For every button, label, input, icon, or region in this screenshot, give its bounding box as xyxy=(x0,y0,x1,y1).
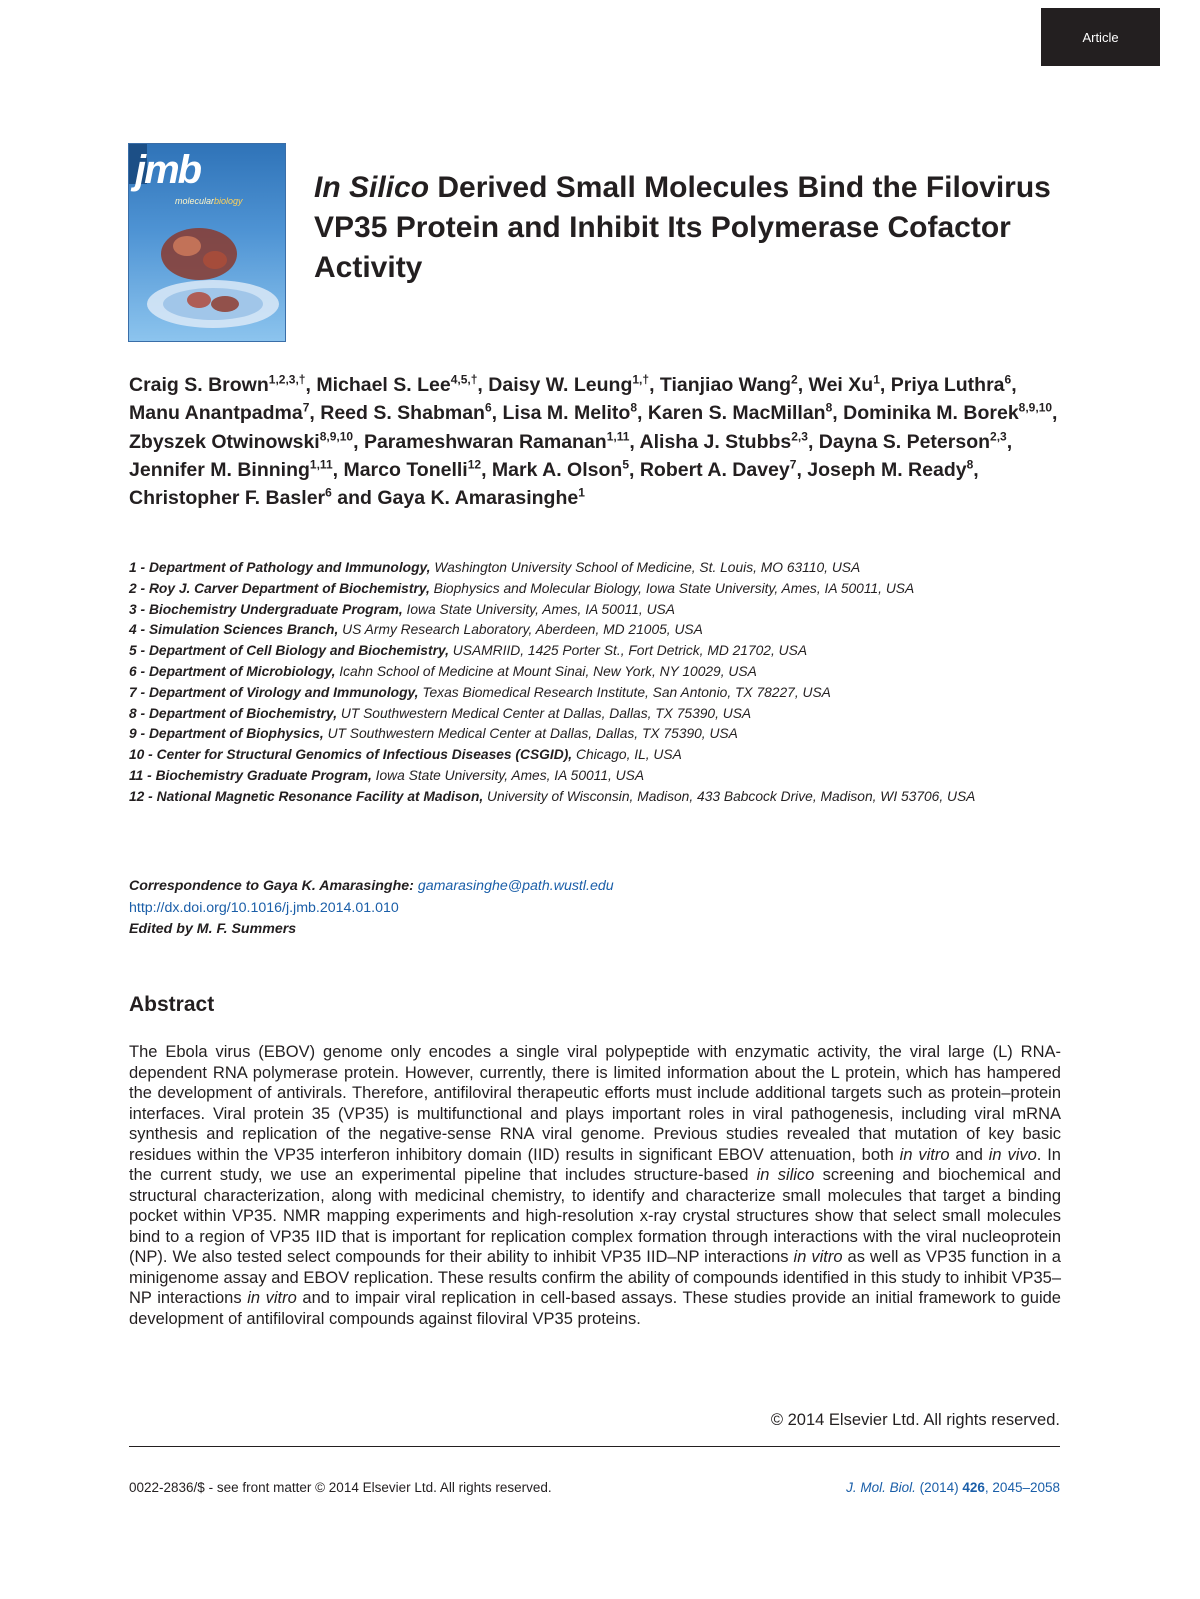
affiliation-list xyxy=(129,558,1069,808)
abstract-italic-term: in vitro xyxy=(793,1248,843,1266)
journal-cover-image xyxy=(128,143,286,342)
affiliation-number: 10 - xyxy=(129,747,157,763)
affiliation-item xyxy=(129,787,1069,808)
affiliation-number: 6 - xyxy=(129,663,149,679)
affiliation-number: 4 - xyxy=(129,622,149,638)
affiliation-department: Department of Cell Biology and Biochemistry, xyxy=(148,643,449,659)
edited-by: Edited by M. F. Summers xyxy=(129,921,297,937)
author-affiliation-marker: 12 xyxy=(467,457,482,472)
author-name: Christopher F. Basler xyxy=(129,487,326,510)
affiliation-department: Department of Microbiology, xyxy=(148,663,336,679)
abstract-text xyxy=(129,1042,1061,1329)
affiliation-address: USAMRIID, 1425 Porter St., Fort Detrick, MD 21702, USA xyxy=(448,643,808,659)
affiliation-number: 8 - xyxy=(129,705,149,721)
author-name: Reed S. Shabman xyxy=(320,402,485,425)
abstract-segment: and to impair viral replication in cell-based assays. These studies provide an initial framework to guide development of antifiloviral compounds against filoviral VP35 proteins. xyxy=(129,1289,1061,1328)
affiliation-department: Roy J. Carver Department of Biochemistry, xyxy=(148,580,430,596)
affiliation-department: Simulation Sciences Branch, xyxy=(148,622,339,638)
affiliation-address: UT Southwestern Medical Center at Dallas, Dallas, TX 75390, USA xyxy=(337,705,752,721)
author-list xyxy=(129,371,1069,512)
affiliation-department: Department of Biochemistry, xyxy=(148,705,338,721)
author-name: Tianjiao Wang xyxy=(659,374,791,396)
author-name: Daisy W. Leung xyxy=(488,374,633,396)
affiliation-department: National Magnetic Resonance Facility at Madison, xyxy=(156,788,484,804)
affiliation-address: UT Southwestern Medical Center at Dallas, Dallas, TX 75390, USA xyxy=(323,726,738,742)
abstract-segment: as well as VP35 function in a minigenome assay and EBOV replication. These results confirm the ability of compounds identified in this study to inhibit VP35–NP interactions xyxy=(129,1248,1061,1307)
author-affiliation-marker: 8 xyxy=(630,400,638,415)
affiliation-address: Chicago, IL, USA xyxy=(572,747,682,763)
author-name: Manu Anantpadma xyxy=(129,402,303,425)
abstract-segment: . In the current study, we use an experimental pipeline that includes structure-based xyxy=(129,1145,1061,1184)
author-separator: , xyxy=(309,402,321,425)
cover-logo: jmb xyxy=(135,148,201,192)
author-separator: , xyxy=(629,458,640,481)
affiliation-item xyxy=(129,641,1069,662)
abstract-segment: and xyxy=(949,1145,989,1164)
author-separator: and xyxy=(331,487,378,510)
affiliation-address: Washington University School of Medicine, St. Louis, MO 63110, USA xyxy=(430,560,861,575)
author-affiliation-marker: 5 xyxy=(622,457,629,472)
author-separator: , xyxy=(477,374,489,396)
abstract-segment: The Ebola virus (EBOV) genome only encodes a single viral polypeptide with enzymatic activity, the viral large (L) RNA-dependent RNA polymerase protein. However, currently, there is limited information about the L protein, which has hampered the development of antivirals. Therefore, antifiloviral therapeutic efforts must include additional targets such as protein–protein interfaces. Viral protein 35 (VP35) is multifunctional and plays important roles in viral pathogenesis, including viral mRNA synthesis and replication of the negative-sense RNA viral genome. Previous studies revealed that mutation of key basic residues within the VP35 interferon inhibitory domain (IID) results in significant EBOV attenuation, both xyxy=(129,1043,1061,1164)
footer-front-matter: 0022-2836/$ - see front matter © 2014 Elsevier Ltd. All rights reserved. xyxy=(129,1480,552,1495)
title-rest: Derived Small Molecules Bind the Filovirus VP35 Protein and Inhibit Its Polymerase Cofactor Activity xyxy=(314,171,1051,284)
affiliation-department: Biochemistry Undergraduate Program, xyxy=(148,601,403,617)
abstract-italic-term: in vivo xyxy=(988,1145,1037,1164)
article-type-badge: Article xyxy=(1041,8,1160,66)
author-name: Marco Tonelli xyxy=(343,458,468,481)
affiliation-item xyxy=(129,704,1069,725)
title-italic: In Silico xyxy=(314,171,430,204)
affiliation-item xyxy=(129,766,1069,787)
author-name: Gaya K. Amarasinghe xyxy=(377,487,579,510)
affiliation-number: 11 - xyxy=(129,767,156,783)
author-name: Dayna S. Peterson xyxy=(818,430,991,453)
affiliation-department: Center for Structural Genomics of Infectious Diseases (CSGID), xyxy=(156,747,573,763)
author-affiliation-marker: 8,9,10 xyxy=(319,429,354,444)
affiliation-address: Iowa State University, Ames, IA 50011, USA xyxy=(371,767,645,783)
author-separator: , xyxy=(481,458,492,481)
author-affiliation-marker: 7 xyxy=(302,400,310,415)
affiliation-number: 5 - xyxy=(129,643,149,659)
author-name: Mark A. Olson xyxy=(491,458,623,481)
author-name: Alisha J. Stubbs xyxy=(639,430,792,453)
author-affiliation-marker: 2 xyxy=(791,372,798,387)
author-affiliation-marker: 1 xyxy=(578,485,585,500)
author-name: Zbyszek Otwinowski xyxy=(129,430,320,453)
affiliation-address: Biophysics and Molecular Biology, Iowa State University, Ames, IA 50011, USA xyxy=(429,580,915,596)
author-separator: , xyxy=(629,430,640,453)
affiliation-number: 2 - xyxy=(129,580,149,596)
affiliation-item xyxy=(129,745,1069,766)
author-affiliation-marker: 8 xyxy=(966,457,974,472)
affiliation-address: US Army Research Laboratory, Aberdeen, MD 21005, USA xyxy=(338,622,703,638)
affiliation-number: 7 - xyxy=(129,684,149,700)
author-separator: , xyxy=(832,402,844,425)
author-separator: , xyxy=(1052,402,1058,425)
author-separator: , xyxy=(797,374,809,396)
abstract-italic-term: in vitro xyxy=(899,1145,950,1164)
affiliation-address: Iowa State University, Ames, IA 50011, USA xyxy=(402,601,675,617)
footer-pages: , 2045–2058 xyxy=(984,1480,1060,1495)
affiliation-item xyxy=(129,579,1069,600)
affiliation-item xyxy=(129,724,1069,745)
affiliation-number: 1 - xyxy=(129,560,149,575)
correspondence-block xyxy=(129,876,1069,941)
author-separator: , xyxy=(1006,430,1013,453)
copyright-notice: © 2014 Elsevier Ltd. All rights reserved. xyxy=(770,1411,1060,1429)
correspondence-email[interactable]: gamarasinghe@path.wustl.edu xyxy=(417,878,614,894)
affiliation-item xyxy=(129,683,1069,704)
author-separator: , xyxy=(796,458,808,481)
author-name: Priya Luthra xyxy=(890,374,1005,396)
doi-link[interactable]: http://dx.doi.org/10.1016/j.jmb.2014.01.010 xyxy=(129,899,399,916)
author-separator: , xyxy=(491,402,503,425)
author-separator: , xyxy=(879,374,891,396)
author-name: Parameshwaran Ramanan xyxy=(363,430,607,453)
author-affiliation-marker: 1 xyxy=(873,372,880,387)
author-separator: , xyxy=(807,430,819,453)
author-separator: , xyxy=(1011,374,1017,396)
author-affiliation-marker: 7 xyxy=(789,457,797,472)
affiliation-item xyxy=(129,600,1069,621)
abstract-italic-term: in silico xyxy=(756,1166,815,1184)
author-name: Craig S. Brown xyxy=(129,374,269,396)
author-name: Dominika M. Borek xyxy=(843,402,1019,425)
affiliation-address: University of Wisconsin, Madison, 433 Babcock Drive, Madison, WI 53706, USA xyxy=(483,788,976,804)
affiliation-number: 3 - xyxy=(129,601,149,617)
author-affiliation-marker: 8,9,10 xyxy=(1018,400,1053,415)
author-name: Wei Xu xyxy=(808,374,874,396)
affiliation-address: Icahn School of Medicine at Mount Sinai, New York, NY 10029, USA xyxy=(335,663,757,679)
affiliation-number: 9 - xyxy=(129,726,149,742)
author-separator: , xyxy=(637,402,648,425)
affiliation-address: Texas Biomedical Research Institute, San Antonio, TX 78227, USA xyxy=(418,684,831,700)
author-affiliation-marker: 1,† xyxy=(632,372,650,387)
footer-year: (2014) xyxy=(915,1480,963,1495)
author-separator: , xyxy=(332,458,344,481)
author-affiliation-marker: 8 xyxy=(825,400,833,415)
author-name: Michael S. Lee xyxy=(316,374,451,396)
abstract-segment: screening and biochemical and structural characterization, along with medicinal chemistry, to identify and characterize small molecules that target a binding pocket within VP35. NMR mapping experiments and high-resolution x-ray crystal structures show that select small molecules bind to a region of VP35 IID that is important for replication complex formation through interactions with the viral nucleoprotein (NP). We also tested select compounds for their ability to inhibit VP35 IID–NP interactions xyxy=(129,1166,1061,1266)
affiliation-department: Department of Virology and Immunology, xyxy=(148,684,419,700)
affiliation-item xyxy=(129,558,1069,579)
author-affiliation-marker: 1,2,3,† xyxy=(268,372,306,387)
cover-subtitle: molecularbiology xyxy=(175,196,243,206)
footer-journal: J. Mol. Biol. xyxy=(846,1480,916,1495)
affiliation-department: Department of Pathology and Immunology, xyxy=(148,560,431,575)
author-affiliation-marker: 2,3 xyxy=(990,429,1007,444)
correspondence-label: Correspondence to Gaya K. Amarasinghe: xyxy=(129,878,414,894)
author-separator: , xyxy=(973,458,979,481)
affiliation-item xyxy=(129,662,1069,683)
author-separator: , xyxy=(305,374,317,396)
author-name: Jennifer M. Binning xyxy=(129,458,310,481)
footer-volume: 426 xyxy=(962,1480,985,1495)
author-affiliation-marker: 6 xyxy=(1004,372,1012,387)
author-name: Lisa M. Melito xyxy=(502,402,631,425)
affiliation-department: Biochemistry Graduate Program, xyxy=(155,767,372,783)
abstract-italic-term: in vitro xyxy=(247,1289,297,1307)
author-affiliation-marker: 6 xyxy=(484,400,492,415)
author-separator: , xyxy=(649,374,660,396)
affiliation-department: Department of Biophysics, xyxy=(148,726,324,742)
affiliation-number: 12 - xyxy=(129,788,157,804)
author-affiliation-marker: 2,3 xyxy=(791,429,808,444)
author-affiliation-marker: 1,11 xyxy=(309,457,333,472)
author-separator: , xyxy=(353,430,364,453)
author-name: Robert A. Davey xyxy=(639,458,790,481)
author-name: Joseph M. Ready xyxy=(807,458,967,481)
author-affiliation-marker: 1,11 xyxy=(606,429,630,444)
footer-divider xyxy=(129,1446,1060,1447)
abstract-heading: Abstract xyxy=(129,993,215,1016)
author-affiliation-marker: 4,5,† xyxy=(450,372,478,387)
footer-citation[interactable] xyxy=(846,1480,1060,1495)
affiliation-item xyxy=(129,620,1069,641)
article-title xyxy=(314,168,1054,288)
author-name: Karen S. MacMillan xyxy=(647,402,826,425)
author-affiliation-marker: 6 xyxy=(325,485,332,500)
